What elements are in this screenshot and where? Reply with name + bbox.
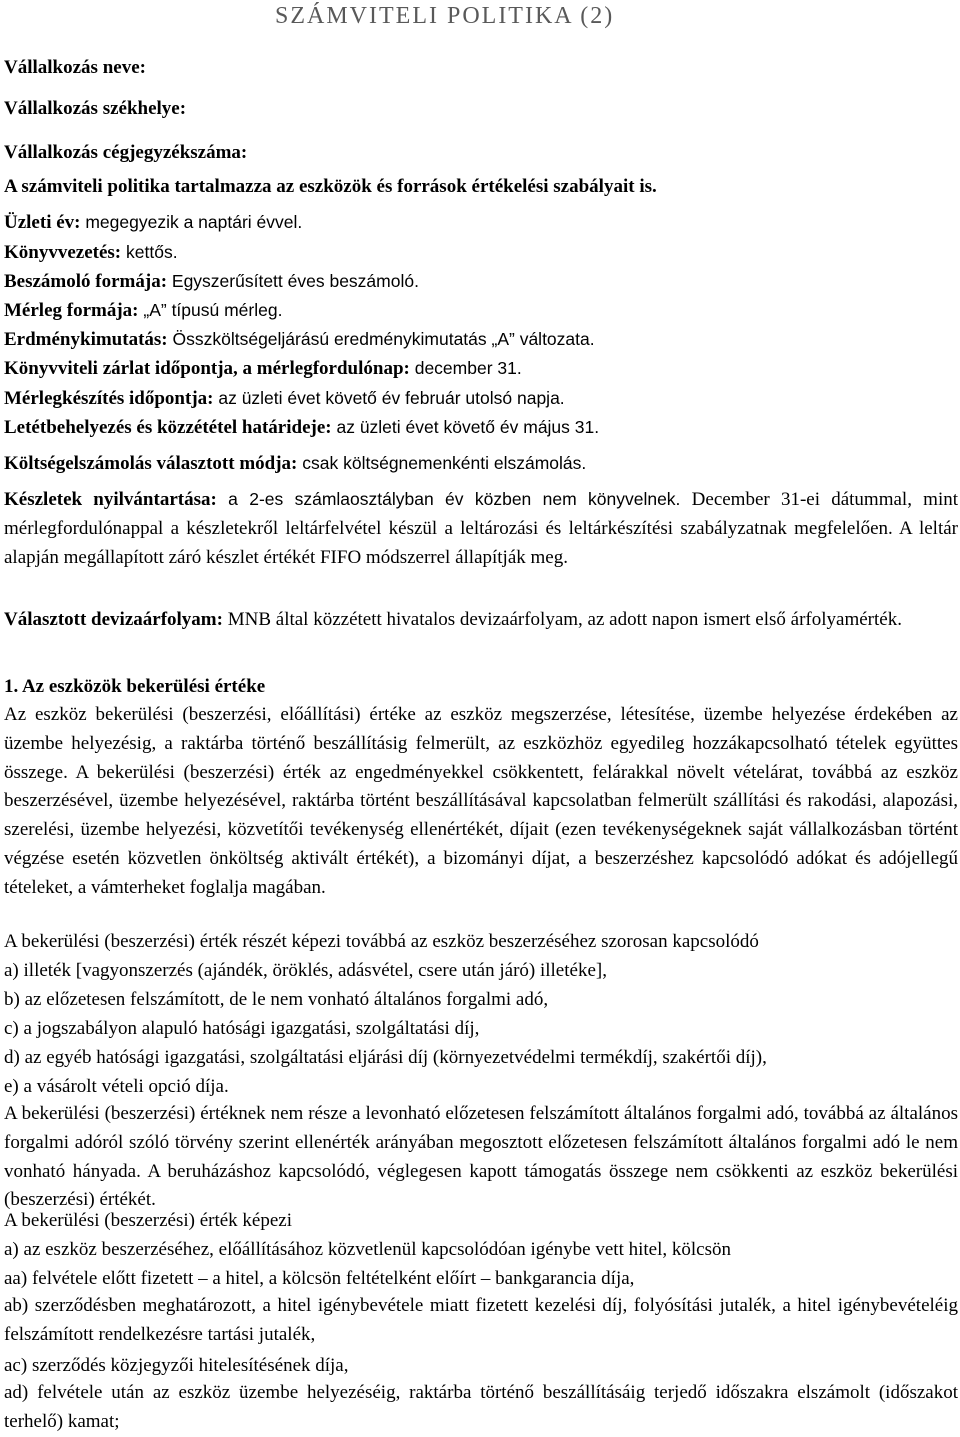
setting-label: Letétbehelyezés és közzététel határideje:	[4, 417, 332, 438]
setting-label: Beszámoló formája:	[4, 271, 168, 292]
currency-paragraph	[4, 606, 958, 635]
inventory-text: a 2-es számlaosztályban év közben nem könyvelnek.	[216, 489, 681, 509]
section-heading: 1. Az eszközök bekerülési értéke	[4, 676, 266, 697]
currency-text: MNB által közzétett hivatalos devizaárfolyam, az adott napon ismert első árfolyamérték.	[222, 609, 902, 630]
setting-value: megegyezik a naptári évvel.	[80, 212, 303, 232]
setting-balance-preparation	[4, 386, 565, 411]
setting-income-statement	[4, 327, 595, 352]
setting-value: kettős.	[121, 242, 178, 262]
section-paragraph-4: ad) felvétele után az eszköz üzembe helyezéséig, raktárba történő beszállításáig terjedő időszakra elszámolt (időszakot terhelő) kamat;	[4, 1382, 958, 1432]
setting-value: Egyszerűsített éves beszámoló.	[167, 271, 419, 291]
setting-balance-form	[4, 298, 282, 323]
setting-value: „A” típusú mérleg.	[138, 300, 283, 320]
inventory-paragraph	[4, 485, 958, 572]
inventory-text-continued: December 31-ei dátummal, mint mérlegfordulónappal a készletekről leltárfelvétel készül a leltározási és leltárkészítési szabályzatnak megfelelően. A leltár alapján megállapított záró készlet értékét FIFO módszerrel állapítják meg.	[4, 489, 959, 568]
section-paragraph-1: Az eszköz bekerülési (beszerzési, előállítási) értéke az eszköz megszerzése, létesítése, üzembe helyezése érdekében az üzembe helyezésig, a raktárba történő beszállításig felmerült, az eszközhöz egyedileg hozzákapcsolható tételek együttes összege. A bekerülési (beszerzési) érték az engedményekkel csökkentett, felárakkal növelt vételárat, továbbá az eszköz beszerzésével, üzembe helyezésével, raktárba történt beszállításával kapcsolatban felmerült szállítási és rakodási, alapozási, szerelési, üzembe helyezési, közvetítői tevékenység ellenértékét, díjait (ezen tevékenységeknek saját vállalkozásban történt végzése esetén közvetlen önköltség aktivált értékét), a bizományi díjat, a beszerzéshez kapcsolódó adókat és adójellegű tételeket, a vámterheket foglalja magában.	[4, 704, 958, 898]
section-line: A bekerülési (beszerzési) érték képezi	[4, 1210, 293, 1231]
setting-value: az üzleti évet követő év május 31.	[331, 417, 600, 437]
setting-filing-deadline	[4, 415, 599, 440]
setting-business-year	[4, 210, 302, 235]
intro-text: A számviteli politika tartalmazza az eszközök és források értékelési szabályait is.	[4, 176, 657, 197]
section-line: c) a jogszabályon alapuló hatósági igazgatási, szolgáltatási díj,	[4, 1018, 480, 1039]
company-seat-label: Vállalkozás székhelye:	[4, 98, 187, 119]
section-paragraph-2: A bekerülési (beszerzési) értéknek nem része a levonható előzetesen felszámított általános forgalmi adó, továbbá az általános forgalmi adóról szóló törvény szerint ellenérték arányában megosztott előzetesen felszámított általános forgalmi adó le nem vonható hányada. A beruházáshoz kapcsolódó, véglegesen kapott támogatás összege nem csökkenti az eszköz bekerülési (beszerzési) értékét.	[4, 1103, 958, 1211]
setting-value: december 31.	[409, 358, 522, 378]
section-paragraph-3: ab) szerződésben meghatározott, a hitel igénybevétele miatt fizetett kezelési díj, folyósítási jutalék, a hitel igénybevételéig felszámított rendelkezésre tartási jutalék,	[4, 1295, 958, 1345]
company-regno-label: Vállalkozás cégjegyzékszáma:	[4, 142, 248, 163]
setting-label: Üzleti év:	[4, 212, 81, 233]
inventory-label: Készletek nyilvántartása:	[4, 489, 217, 510]
setting-closing-date	[4, 356, 522, 381]
section-line: e) a vásárolt vételi opció díja.	[4, 1076, 229, 1097]
page-title: SZÁMVITELI POLITIKA (2)	[275, 3, 615, 29]
currency-label: Választott devizaárfolyam:	[4, 609, 223, 630]
section-line: b) az előzetesen felszámított, de le nem vonható általános forgalmi adó,	[4, 989, 549, 1010]
setting-report-form	[4, 269, 419, 294]
section-line: aa) felvétele előtt fizetett – a hitel, a kölcsön feltételként előírt – bankgarancia díja,	[4, 1268, 635, 1289]
setting-value: az üzleti évet követő év február utolsó napja.	[213, 388, 565, 408]
setting-value: Összköltségeljárású eredménykimutatás „A” változata.	[167, 329, 595, 349]
section-line: A bekerülési (beszerzési) érték részét képezi továbbá az eszköz beszerzéséhez szorosan kapcsolódó	[4, 931, 759, 952]
section-line: d) az egyéb hatósági igazgatási, szolgáltatási eljárási díj (környezetvédelmi termékdíj, szakértői díj),	[4, 1047, 767, 1068]
company-name-label: Vállalkozás neve:	[4, 57, 146, 78]
setting-bookkeeping	[4, 240, 178, 265]
setting-label: Mérleg formája:	[4, 300, 139, 321]
section-line: a) illeték [vagyonszerzés (ajándék, öröklés, adásvétel, csere után járó) illetéke],	[4, 960, 607, 981]
setting-label: Mérlegkészítés időpontja:	[4, 388, 214, 409]
setting-label: Könyvvezetés:	[4, 242, 122, 263]
section-line: ac) szerződés közjegyzői hitelesítésének díja,	[4, 1355, 349, 1376]
setting-value: csak költségnemenkénti elszámolás.	[297, 453, 587, 473]
setting-label: Erdménykimutatás:	[4, 329, 168, 350]
setting-label: Költségelszámolás választott módja:	[4, 453, 298, 474]
setting-cost-accounting	[4, 451, 586, 476]
setting-label: Könyvviteli zárlat időpontja, a mérlegfordulónap:	[4, 358, 410, 379]
section-line: a) az eszköz beszerzéséhez, előállításához közvetlenül kapcsolódóan igénybe vett hitel, kölcsön	[4, 1239, 731, 1260]
